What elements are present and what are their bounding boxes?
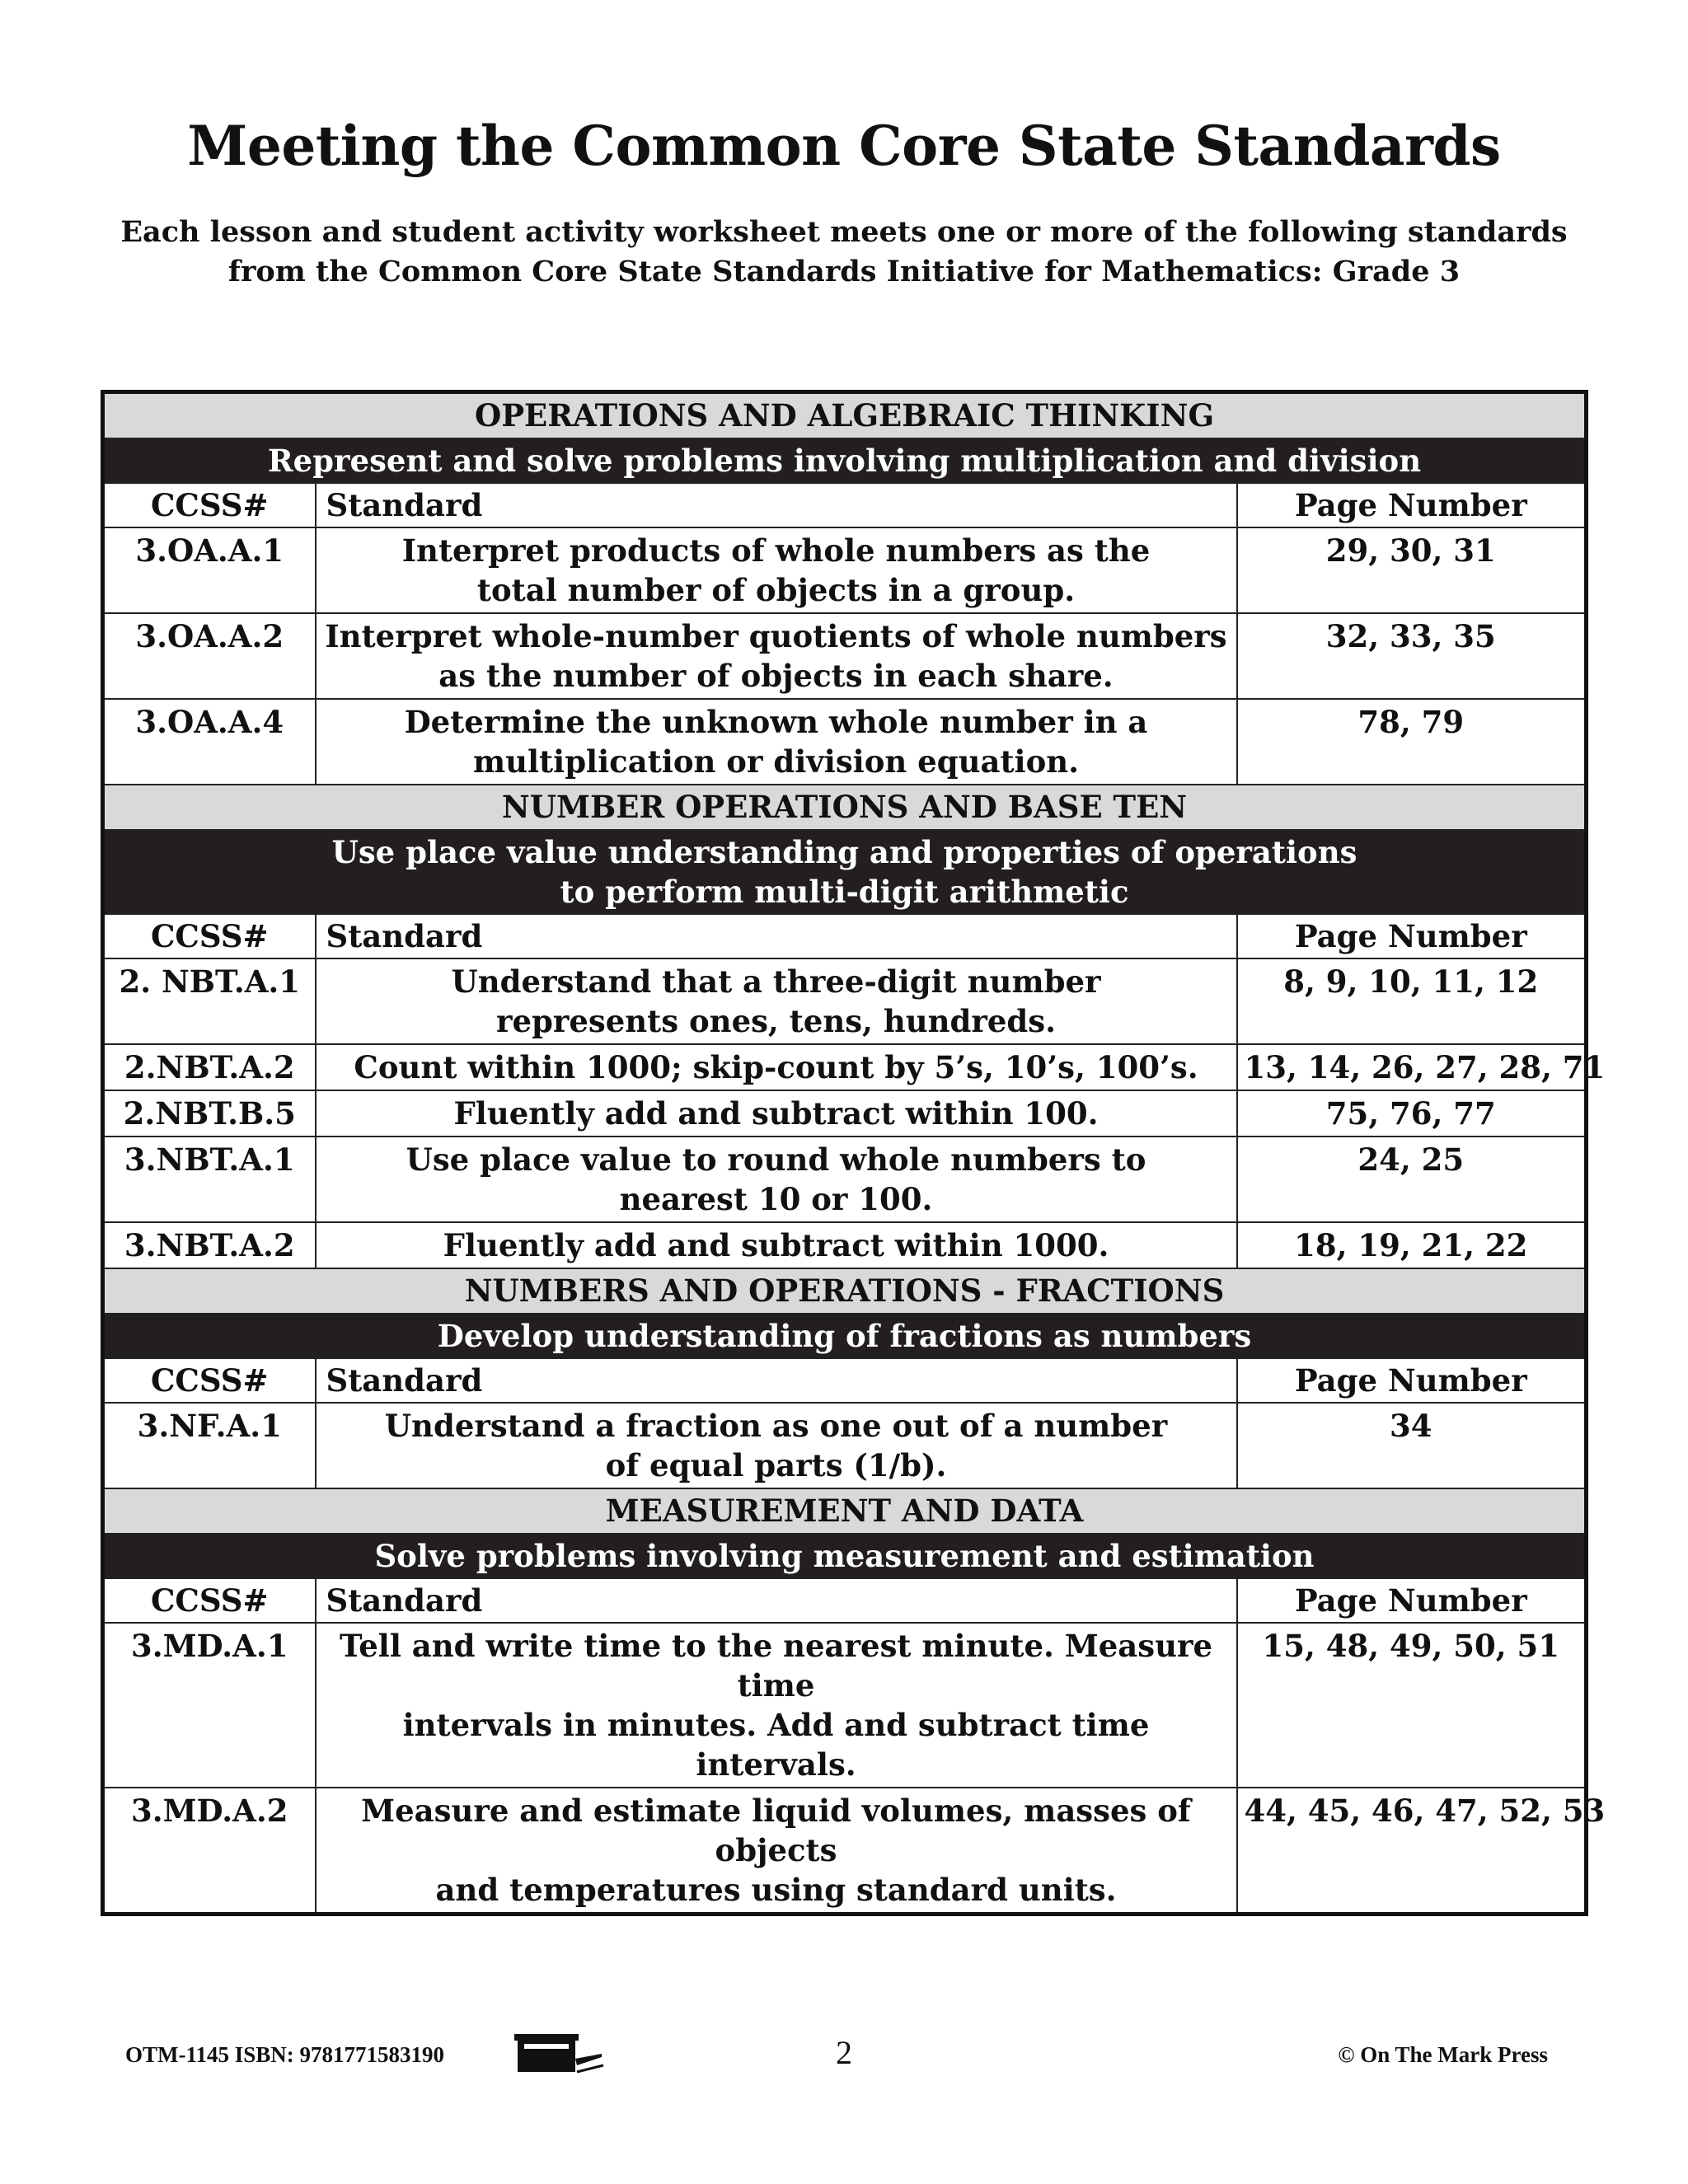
- cluster-heading: [103, 1534, 1587, 1578]
- page-numbers: 44, 45, 46, 47, 52, 53: [1237, 1788, 1587, 1915]
- standard-line: Understand a fraction as one out of a number: [384, 1408, 1168, 1444]
- table-row: [103, 699, 1587, 785]
- ccss-code: 3.NBT.A.1: [103, 1137, 316, 1222]
- standard-description: [316, 1222, 1237, 1268]
- cluster-row: [103, 1314, 1587, 1358]
- table-row: [103, 1788, 1587, 1915]
- cluster-row: [103, 830, 1587, 914]
- header-page-number: Page Number: [1237, 914, 1587, 958]
- table-row: [103, 1222, 1587, 1268]
- ccss-code: 2.NBT.A.2: [103, 1044, 316, 1090]
- ccss-code: 3.MD.A.1: [103, 1623, 316, 1788]
- ccss-code: 3.OA.A.1: [103, 527, 316, 613]
- footer-copyright: © On The Mark Press: [1338, 2042, 1548, 2067]
- page-numbers: 13, 14, 26, 27, 28, 71: [1237, 1044, 1587, 1090]
- table-row: [103, 1137, 1587, 1222]
- standard-line: Count within 1000; skip-count by 5’s, 10’s, 100’s.: [354, 1049, 1198, 1085]
- standard-description: [316, 958, 1237, 1044]
- standard-line: intervals in minutes. Add and subtract time intervals.: [402, 1707, 1150, 1783]
- standard-description: [316, 1623, 1237, 1788]
- standard-line: Interpret whole-number quotients of whole numbers: [325, 618, 1227, 654]
- table-row: [103, 1090, 1587, 1137]
- cluster-line: Solve problems involving measurement and estimation: [374, 1538, 1315, 1574]
- header-standard: Standard: [316, 914, 1237, 958]
- table-row: [103, 1403, 1587, 1488]
- ccss-code: 3.MD.A.2: [103, 1788, 316, 1915]
- standard-description: [316, 1044, 1237, 1090]
- ccss-code: 2.NBT.B.5: [103, 1090, 316, 1137]
- standards-table: [101, 390, 1606, 1916]
- domain-row: [103, 785, 1587, 830]
- header-standard: Standard: [316, 1578, 1237, 1623]
- cluster-line: Develop understanding of fractions as numbers: [437, 1318, 1252, 1354]
- standard-line: Measure and estimate liquid volumes, masses of objects: [361, 1793, 1191, 1868]
- cluster-row: [103, 438, 1587, 483]
- cluster-line: to perform multi-digit arithmetic: [560, 874, 1129, 910]
- copier-icon: [513, 2029, 605, 2077]
- domain-heading: OPERATIONS AND ALGEBRAIC THINKING: [103, 392, 1587, 439]
- standard-line: represents ones, tens, hundreds.: [495, 1003, 1057, 1039]
- domain-row: [103, 1488, 1587, 1534]
- standard-line: total number of objects in a group.: [476, 572, 1076, 608]
- domain-heading: NUMBERS AND OPERATIONS - FRACTIONS: [103, 1268, 1587, 1314]
- page-numbers: 32, 33, 35: [1237, 613, 1587, 699]
- table-row: [103, 527, 1587, 613]
- header-standard: Standard: [316, 483, 1237, 527]
- standard-line: Fluently add and subtract within 1000.: [443, 1227, 1109, 1263]
- standard-line: Understand that a three-digit number: [451, 963, 1101, 1000]
- standard-line: multiplication or division equation.: [472, 743, 1080, 780]
- column-header-row: [103, 914, 1587, 958]
- cluster-heading: [103, 830, 1587, 914]
- header-page-number: Page Number: [1237, 1358, 1587, 1403]
- ccss-code: 3.OA.A.2: [103, 613, 316, 699]
- standard-description: [316, 613, 1237, 699]
- domain-row: [103, 1268, 1587, 1314]
- standard-line: Determine the unknown whole number in a: [404, 704, 1148, 740]
- standard-description: [316, 1090, 1237, 1137]
- page-numbers: 15, 48, 49, 50, 51: [1237, 1623, 1587, 1788]
- header-ccss: CCSS#: [103, 1358, 316, 1403]
- standard-line: of equal parts (1/b).: [605, 1447, 947, 1483]
- footer-isbn: OTM-1145 ISBN: 9781771583190: [125, 2042, 445, 2067]
- table-row: [103, 1623, 1587, 1788]
- standard-line: Use place value to round whole numbers to: [406, 1141, 1146, 1178]
- standard-line: Tell and write time to the nearest minute. Measure time: [339, 1628, 1213, 1704]
- cluster-line: Represent and solve problems involving multiplication and division: [267, 443, 1422, 479]
- standard-line: Fluently add and subtract within 100.: [453, 1095, 1099, 1132]
- standard-line: Interpret products of whole numbers as the: [401, 532, 1151, 569]
- header-ccss: CCSS#: [103, 914, 316, 958]
- page-numbers: 78, 79: [1237, 699, 1587, 785]
- cluster-row: [103, 1534, 1587, 1578]
- page-numbers: 75, 76, 77: [1237, 1090, 1587, 1137]
- column-header-row: [103, 483, 1587, 527]
- header-ccss: CCSS#: [103, 1578, 316, 1623]
- page-numbers: 24, 25: [1237, 1137, 1587, 1222]
- page-numbers: 34: [1237, 1403, 1587, 1488]
- header-standard: Standard: [316, 1358, 1237, 1403]
- table-row: [103, 958, 1587, 1044]
- ccss-code: 3.NF.A.1: [103, 1403, 316, 1488]
- page-numbers: 8, 9, 10, 11, 12: [1237, 958, 1587, 1044]
- standard-line: nearest 10 or 100.: [619, 1181, 933, 1217]
- page-title: Meeting the Common Core State Standards: [187, 114, 1501, 178]
- domain-heading: MEASUREMENT AND DATA: [103, 1488, 1587, 1534]
- standard-description: [316, 1788, 1237, 1915]
- column-header-row: [103, 1578, 1587, 1623]
- ccss-code: 3.NBT.A.2: [103, 1222, 316, 1268]
- standard-line: as the number of objects in each share.: [438, 658, 1114, 694]
- standard-description: [316, 699, 1237, 785]
- column-header-row: [103, 1358, 1587, 1403]
- ccss-code: 3.OA.A.4: [103, 699, 316, 785]
- page-number: 2: [836, 2034, 852, 2071]
- standard-description: [316, 1137, 1237, 1222]
- intro-text: [0, 213, 1688, 292]
- cluster-heading: [103, 438, 1587, 483]
- cluster-line: Use place value understanding and properties of operations: [331, 834, 1357, 870]
- header-page-number: Page Number: [1237, 1578, 1587, 1623]
- domain-heading: NUMBER OPERATIONS AND BASE TEN: [103, 785, 1587, 830]
- page-numbers: 18, 19, 21, 22: [1237, 1222, 1587, 1268]
- cluster-heading: [103, 1314, 1587, 1358]
- ccss-code: 2. NBT.A.1: [103, 958, 316, 1044]
- page-numbers: 29, 30, 31: [1237, 527, 1587, 613]
- domain-row: [103, 392, 1587, 439]
- standard-description: [316, 527, 1237, 613]
- standard-line: and temperatures using standard units.: [435, 1872, 1117, 1908]
- intro-line-1: Each lesson and student activity worksheet meets one or more of the following standards: [120, 215, 1568, 249]
- standards-table-body: [103, 392, 1606, 1915]
- standard-description: [316, 1403, 1237, 1488]
- header-page-number: Page Number: [1237, 483, 1587, 527]
- table-row: [103, 613, 1587, 699]
- intro-line-2: from the Common Core State Standards Initiative for Mathematics: Grade 3: [227, 255, 1461, 288]
- header-ccss: CCSS#: [103, 483, 316, 527]
- table-row: [103, 1044, 1587, 1090]
